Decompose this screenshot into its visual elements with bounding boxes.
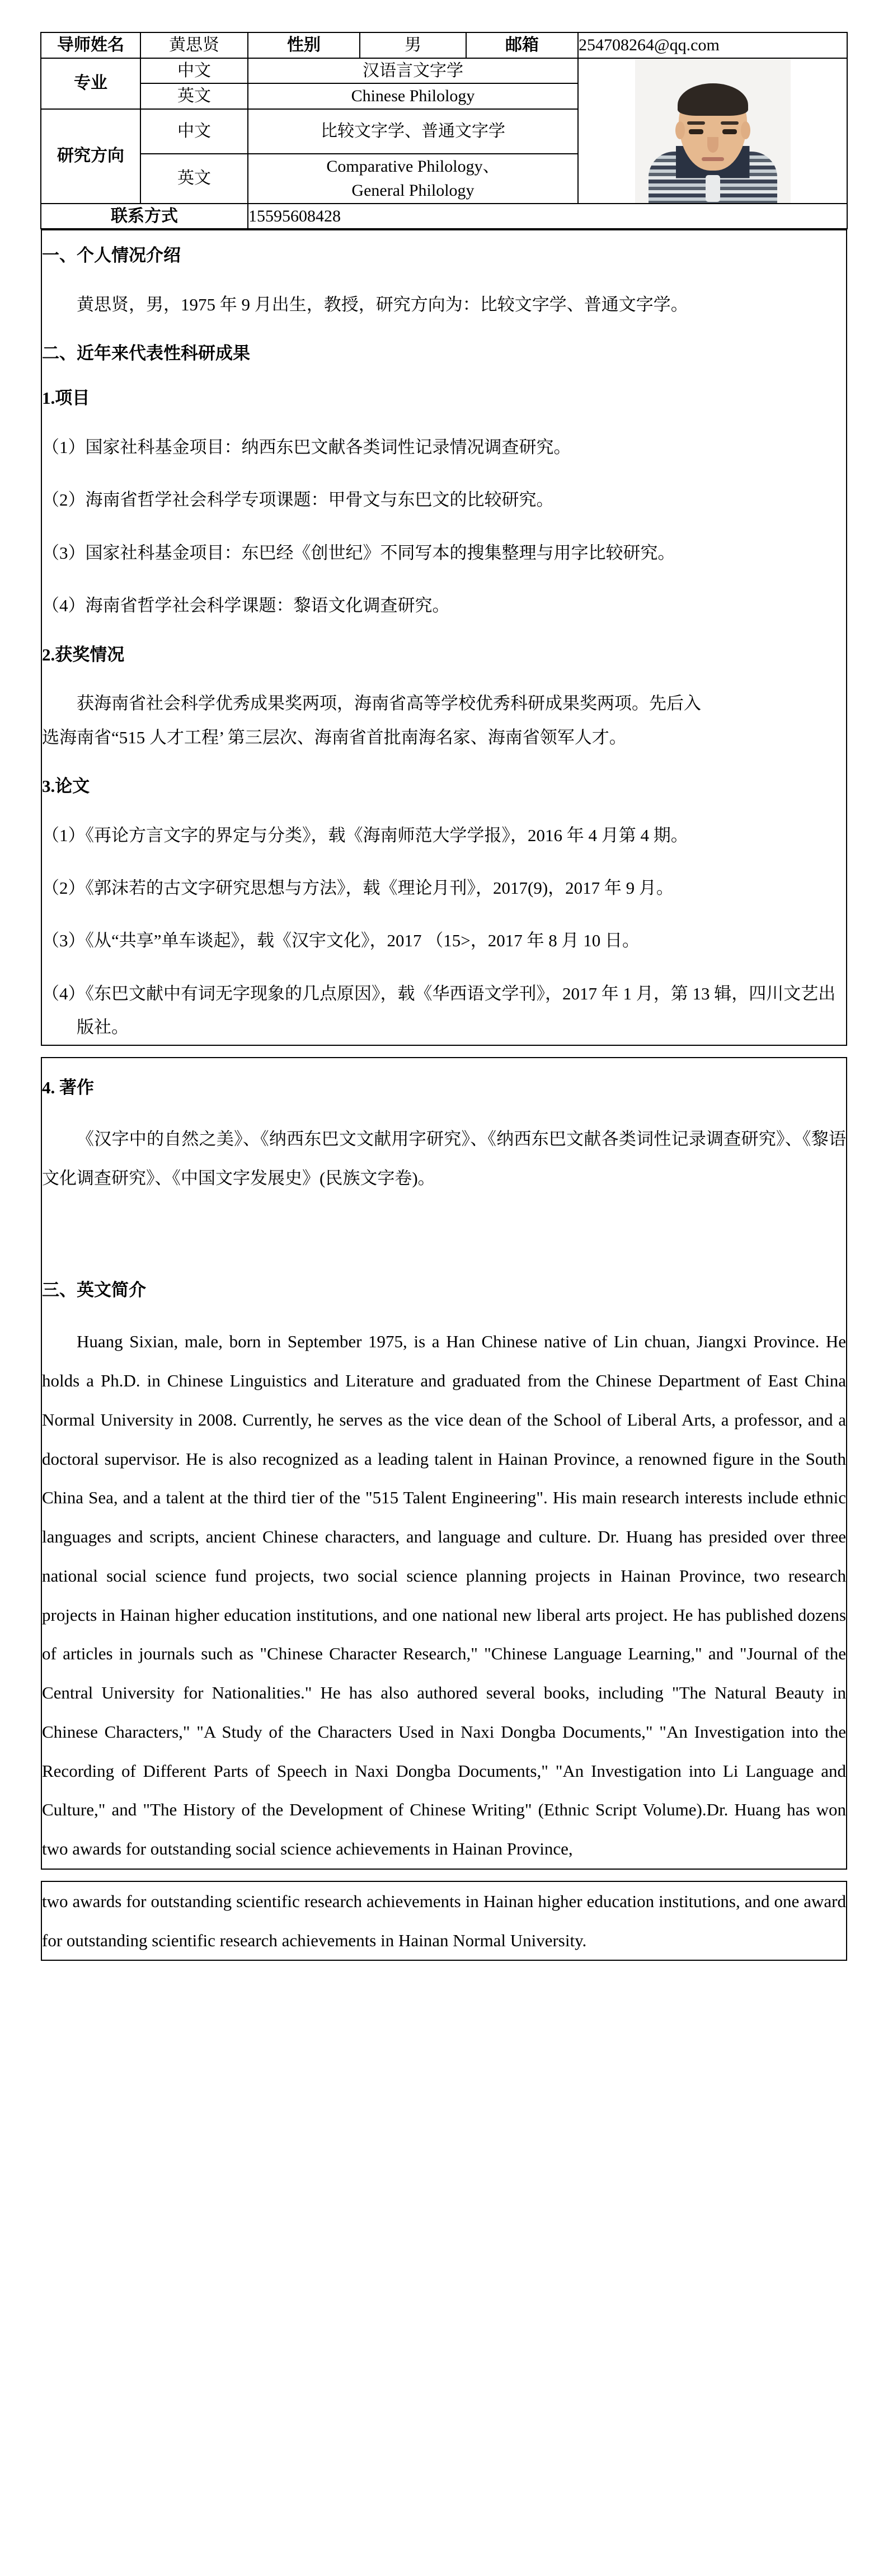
content-block-two (41, 1057, 847, 1870)
supervisor-name-label: 导师姓名 (41, 32, 140, 58)
vertical-spacer (42, 1198, 846, 1265)
project-item: （1）国家社科基金项目：纳西东巴文献各类词性记录情况调查研究。 (42, 437, 571, 457)
english-intro-paragraph: Huang Sixian, male, born in September 1975, is a Han Chinese native of Lin chuan, Jiangxi Province. He holds a Ph.D. in Chinese Linguistics and Literature and graduated from the Chinese Department of East China Normal University in 2008. Currently, he serves as the vice dean of the School of Liberal Arts, a professor, and a doctoral supervisor. He is also recognized as a leading talent in Hainan Province, a renowned figure in the South China Sea, and a talent at the third tier of the "515 Talent Engineering". His main research interests include ethnic languages and scripts, ancient Chinese characters, and language and culture. Dr. Huang has presided over three national social science fund projects, two social science planning projects in Hainan Province, two research projects in Hainan higher education institutions, and one national new liberal arts project. He has published dozens of articles in journals such as "Chinese Character Research," "Chinese Language Learning," and "Journal of the Central University for Nationalities." He has also authored several books, including "The Natural Beauty in Chinese Characters," "A Study of the Characters Used in Naxi Dongba Documents," "An Investigation into the Recording of Different Parts of Speech in Naxi Dongba Documents," "An Investigation into Li Language and Culture," and "The History of the Development of Chinese Writing" (Ethnic Script Volume).Dr. Huang has won two awards for outstanding social science achievements in Hainan Province, (42, 1332, 846, 1858)
major-label: 专业 (41, 58, 140, 109)
project-item: （2）海南省哲学社会科学专项课题：甲骨文与东巴文的比较研究。 (42, 490, 554, 510)
research-label: 研究方向 (41, 109, 140, 204)
content-cell-two (41, 1058, 847, 1869)
photo-ear-right (741, 121, 750, 139)
page-break-gap (0, 1870, 888, 1881)
paper-item: （3）《从“共享”单车谈起》，载《汉宇文化》，2017 （15>，2017 年 8 月 10 日。 (42, 931, 640, 951)
subheading-books: 4. 著作 (42, 1077, 94, 1097)
project-item: （4）海南省哲学社会科学课题：黎语文化调查研究。 (42, 596, 450, 616)
photo-ear-left (675, 121, 685, 139)
research-en-label: 英文 (140, 154, 248, 204)
research-cn-value: 比较文字学、普通文字学 (248, 109, 578, 154)
contact-label: 联系方式 (41, 204, 248, 229)
gender-value: 男 (360, 32, 466, 58)
email-value: 254708264@qq.com (578, 32, 847, 58)
photo-mouth (702, 157, 724, 161)
photo-nose (707, 137, 718, 153)
portrait-photo (635, 59, 791, 203)
content-block-one (41, 229, 847, 1046)
research-en-line-2: General Philology (351, 181, 474, 200)
page-break-gap (0, 1046, 888, 1057)
english-intro-paragraph-continued: two awards for outstanding scientific research achievements in Hainan higher education institutions, and one award for outstanding scientific research achievements in Hainan Normal University. (42, 1891, 846, 1950)
major-en-value: Chinese Philology (248, 83, 578, 109)
major-cn-value: 汉语言文字学 (248, 58, 578, 84)
content-row (41, 1881, 847, 1961)
photo-eyebrow-left (687, 121, 705, 125)
research-cn-label: 中文 (140, 109, 248, 154)
paper-item: （4）《东巴文献中有词无字现象的几点原因》，载《华西语文学刊》，2017 年 1 月，第 13 辑，四川文艺出版社。 (42, 983, 836, 1037)
photo-placket (706, 175, 720, 202)
gender-label: 性别 (248, 32, 360, 58)
table-row-contact (41, 204, 847, 229)
photo-eye-right (722, 129, 737, 134)
research-en-line-1: Comparative Philology、 (326, 157, 500, 176)
major-en-label: 英文 (140, 83, 248, 109)
content-block-three (41, 1881, 847, 1961)
supervisor-name-value: 黄思贤 (140, 32, 248, 58)
photo-eye-left (689, 129, 703, 134)
research-en-value (248, 154, 578, 204)
awards-paragraph-line-2: 选海南省“515 人才工程’ 第三层次、海南省首批南海名家、海南省领军人才。 (42, 727, 627, 747)
photo-eyebrow-right (721, 121, 739, 125)
project-item: （3）国家社科基金项目：东巴经《创世纪》不同写本的搜集整理与用字比较研究。 (42, 542, 675, 563)
section-heading-personal-intro: 一、个人情况介绍 (42, 246, 181, 265)
supervisor-info-table (40, 32, 848, 229)
paper-item: （2）《郭沫若的古文字研究思想与方法》，载《理论月刊》，2017(9)，2017 年 9 月。 (42, 878, 674, 898)
books-paragraph: 《汉字中的自然之美》、《纳西东巴文文献用字研究》、《纳西东巴文献各类词性记录调查研究》、《黎语文化调查研究》、《中国文字发展史》(民族文字卷)。 (42, 1129, 846, 1188)
awards-paragraph-line-1: 获海南省社会科学优秀成果奖两项，海南省高等学校优秀科研成果奖两项。先后入 (77, 693, 701, 714)
avatar (578, 58, 847, 204)
personal-intro-paragraph: 黄思贤，男，1975 年 9 月出生，教授，研究方向为：比较文字学、普通文字学。 (77, 294, 688, 314)
paper-item: （1）《再论方言文字的界定与分类》，载《海南师范大学学报》，2016 年 4 月第 4 期。 (42, 825, 688, 845)
section-heading-english-intro: 三、英文简介 (42, 1280, 146, 1300)
subheading-awards: 2.获奖情况 (42, 644, 125, 664)
major-cn-label: 中文 (140, 58, 248, 84)
table-row-name (41, 32, 847, 58)
contact-value: 15595608428 (248, 204, 847, 229)
content-row (41, 1058, 847, 1869)
content-cell-one (41, 230, 847, 1045)
table-row-major-cn (41, 58, 847, 84)
email-label: 邮箱 (466, 32, 578, 58)
subheading-projects: 1.项目 (42, 388, 90, 408)
content-cell-three (41, 1881, 847, 1961)
subheading-papers: 3.论文 (42, 776, 90, 796)
document-page (0, 32, 888, 2576)
section-heading-research-results: 二、近年来代表性科研成果 (42, 343, 250, 363)
content-row (41, 230, 847, 1045)
